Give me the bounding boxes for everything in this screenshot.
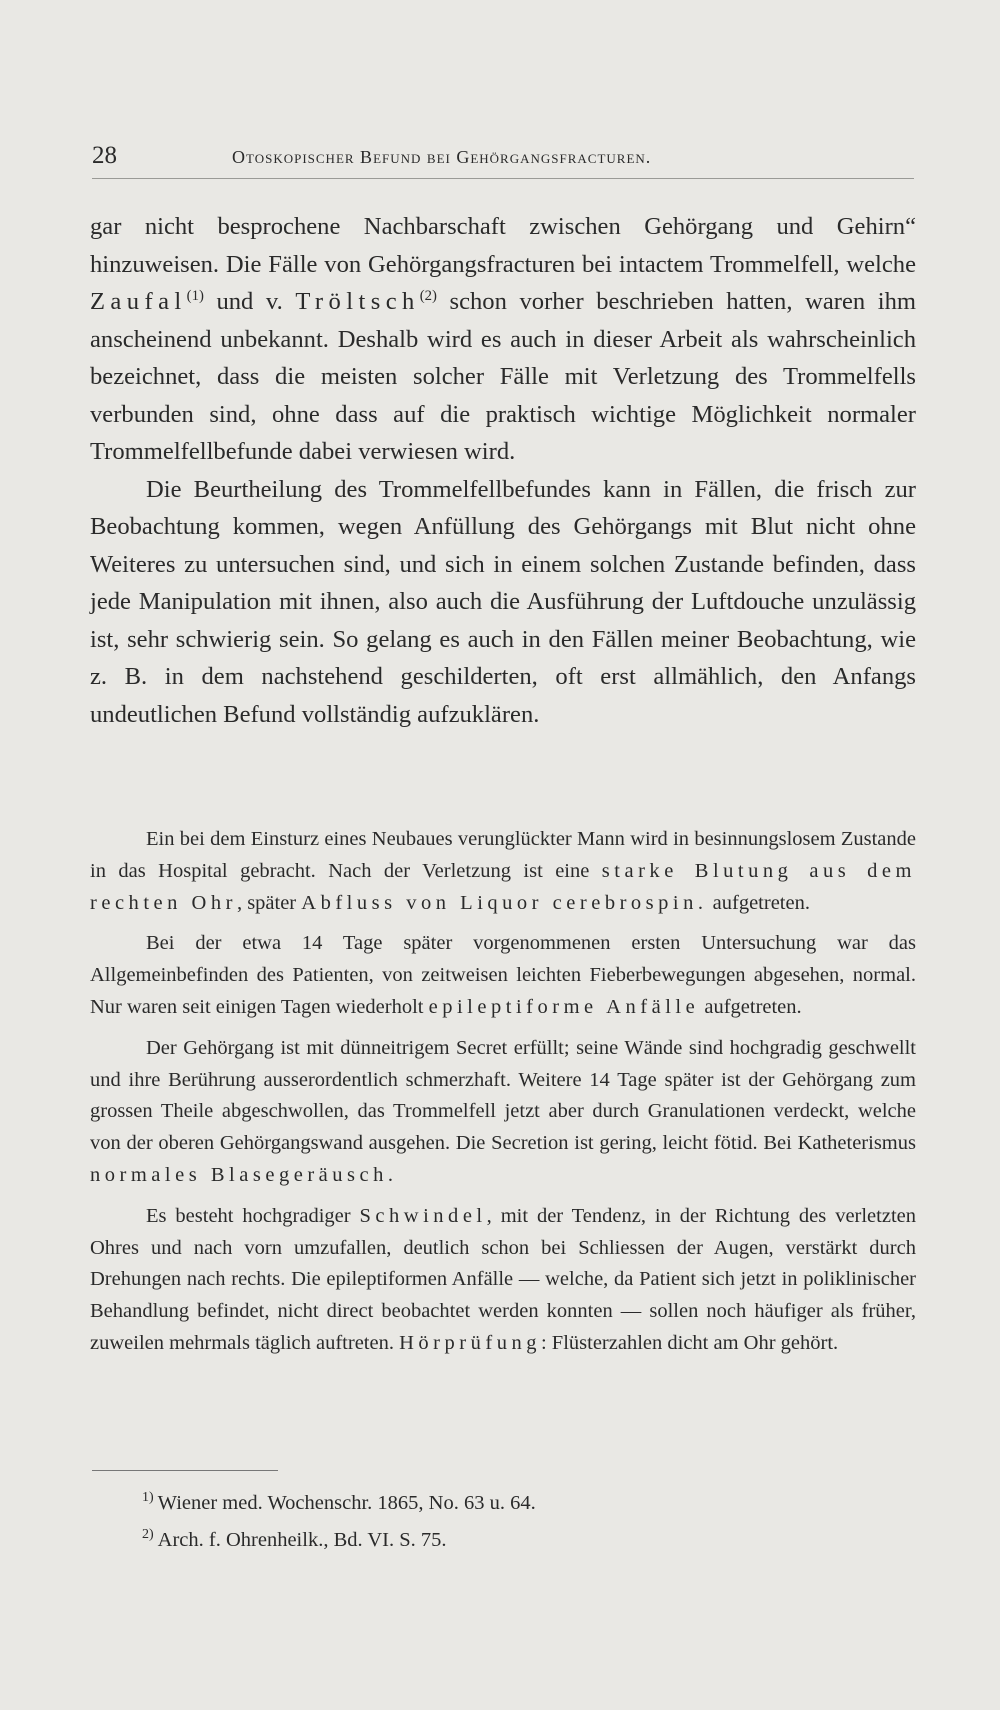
footnotes (142, 1482, 536, 1556)
author-name-zaufal: Zaufal (90, 288, 187, 315)
footnote-1 (142, 1482, 536, 1519)
page-number: 28 (92, 142, 117, 169)
p1-text-a: gar nicht besprochene Nachbarschaft zwischen Gehörgang und Gehirn“ hinzuweisen. Die Fälle von Gehörgangsfracturen bei intactem Trommelfell, welche (90, 213, 916, 278)
case-report (90, 824, 916, 1360)
emphasis-text: epileptiforme Anfälle (428, 995, 700, 1018)
case-paragraph-2: Bei der etwa 14 Tage später vorgenommenen ersten Untersuchung war das Allgemeinbefinden des Patienten, von zeitweisen leichten Fieberbewegungen abgesehen, normal. Nur waren seit einigen Tagen wiederholt epileptiforme Anfälle aufgetreten. (90, 932, 916, 1018)
footnote-text: Wiener med. Wochenschr. 1865, No. 63 u. 64. (157, 1491, 536, 1514)
footnote-ref-2: (2) (419, 287, 437, 304)
footnote-text: Arch. f. Ohrenheilk., Bd. VI. S. 75. (157, 1528, 447, 1551)
case-paragraph-1: Ein bei dem Einsturz eines Neubaues verunglückter Mann wird in besinnungslosem Zustande in das Hospital gebracht. Nach der Verletzung ist eine starke Blutung aus dem rechten Ohr, später Abfluss von Liquor cerebrospin. aufgetreten. (90, 828, 916, 914)
footnote-mark: 2) (142, 1526, 154, 1542)
page-header (92, 142, 914, 179)
emphasis-text: Abfluss von Liquor cerebrospin. (301, 891, 708, 914)
case-paragraph-4: Es besteht hochgradiger Schwindel, mit der Tendenz, in der Richtung des verletzten Ohres und nach vorn umzufallen, deutlich schon bei Schliessen der Augen, verstärkt durch Drehungen nach rechts. Die epileptiformen Anfälle — welche, da Patient sich jetzt in poliklinischer Behandlung befindet, nicht direct beobachtet werden konnten — sollen noch häufiger als früher, zuweilen mehrmals täglich auftreten. Hörprüfung: Flüsterzahlen dicht am Ohr gehört. (90, 1204, 916, 1354)
emphasis-text: Schwindel (359, 1204, 487, 1227)
p1-text-b: und v. (203, 288, 296, 315)
emphasis-text: starke Blutung aus dem rechten Ohr (90, 859, 916, 914)
running-head: Otoskopischer Befund bei Gehörgangsfracturen. (232, 147, 652, 167)
case-paragraph-3: Der Gehörgang ist mit dünneitrigem Secret erfüllt; seine Wände sind hochgradig geschwellt und ihre Berührung ausserordentlich schmerzhaft. Weitere 14 Tage später ist der Gehörgang zum grossen Theile abgeschwollen, das Trommelfell jetzt aber durch Granulationen verdeckt, welche von der oberen Gehörgangswand ausgehen. Die Secretion ist gering, leicht fötid. Bei Katheterismus normales Blasegeräusch. (90, 1036, 916, 1186)
paragraph-1 (90, 208, 916, 471)
emphasis-text: Hörprüfung (399, 1331, 541, 1354)
p1-text-c: schon vorher beschrieben hatten, waren ihm anscheinend unbekannt. Deshalb wird es auch in dieser Arbeit als wahrscheinlich bezeichnet, dass die meisten solcher Fälle mit Verletzung des Trommelfells verbunden sind, ohne dass auf die praktisch wichtige Möglichkeit normaler Trommelfellbefunde dabei verwiesen wird. (90, 288, 916, 465)
main-text (90, 208, 916, 733)
emphasis-text: normales Blasegeräusch (90, 1163, 388, 1186)
author-name-troeltsch: Tröltsch (295, 288, 420, 315)
paragraph-2: Die Beurtheilung des Trommelfellbefundes kann in Fällen, die frisch zur Beobachtung kommen, wegen Anfüllung des Gehörgangs mit Blut nicht ohne Weiteres zu untersuchen sind, und sich in einem solchen Zustande befinden, dass jede Manipulation mit ihnen, also auch die Ausführung der Luftdouche unzulässig ist, sehr schwierig sein. So gelang es auch in den Fällen meiner Beobachtung, wie z. B. in dem nachstehend geschilderten, oft erst allmählich, den Anfangs undeutlichen Befund vollständig aufzuklären. (90, 475, 916, 728)
footnote-divider (92, 1470, 278, 1471)
footnote-mark: 1) (142, 1490, 154, 1505)
footnote-ref-1: (1) (186, 287, 204, 304)
footnote-2 (142, 1519, 536, 1556)
